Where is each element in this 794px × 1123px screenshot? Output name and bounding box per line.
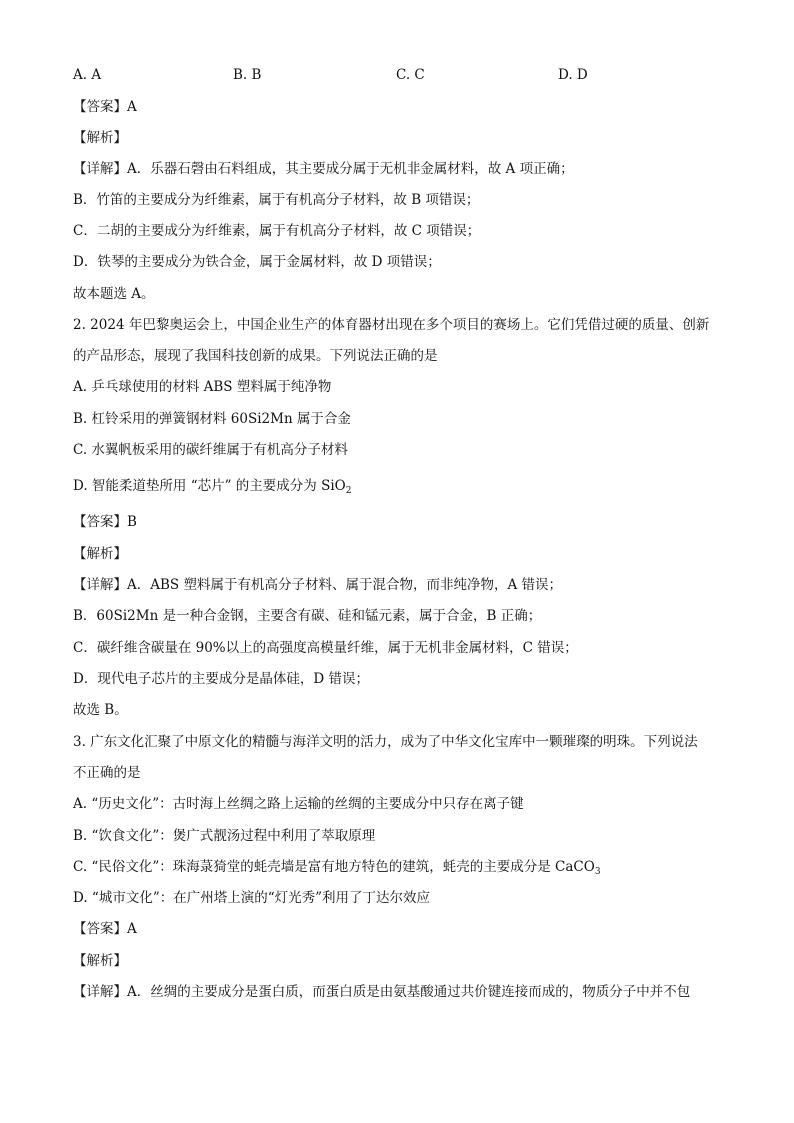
q3-option-d: D. “城市文化”：在广州塔上演的“灯光秀”利用了丁达尔效应	[73, 890, 431, 906]
q2-option-d: D. 智能柔道垫所用 “芯片” 的主要成分为 SiO$_2$	[73, 478, 352, 496]
q3-stem-line: 不正确的是	[73, 765, 141, 781]
q1-detail-line: 故本题选 A。	[73, 286, 155, 302]
q2-detail-line: 故选 B。	[73, 702, 128, 718]
q1-detail-line: 【详解】A．乐器石磬由石料组成，其主要成分属于无机非金属材料，故 A 项正确；	[73, 161, 574, 177]
q2-option-a: A. 乒乓球使用的材料 ABS 塑料属于纯净物	[73, 379, 332, 395]
q3-analysis-label: 【解析】	[73, 953, 127, 969]
q3-stem-line: 3. 广东文化汇聚了中原文化的精髓与海洋文明的活力，成为了中华文化宝库中一颗璀璨的明珠。下列说法	[73, 734, 698, 750]
q2-stem-line: 的产品形态，展现了我国科技创新的成果。下列说法正确的是	[73, 348, 438, 364]
q2-answer: 【答案】B	[73, 514, 137, 530]
q1-detail-line: D．铁琴的主要成分为铁合金，属于金属材料，故 D 项错误；	[73, 254, 441, 270]
q3-option-b: B. “饮食文化”：煲广式靓汤过程中利用了萃取原理	[73, 828, 376, 844]
q3-detail-line: 【详解】A．丝绸的主要成分是蛋白质，而蛋白质是由氨基酸通过共价键连接而成的，物质分子中并不包	[73, 984, 691, 1000]
q1-answer: 【答案】A	[73, 99, 137, 115]
q2-detail-line: D．现代电子芯片的主要成分是晶体硅，D 错误；	[73, 671, 369, 687]
q3-option-a: A. “历史文化”：古时海上丝绸之路上运输的丝绸的主要成分中只存在离子键	[73, 796, 524, 812]
q2-detail-line: C．碳纤维含碳量在 90%以上的高强度高模量纤维，属于无机非金属材料，C 错误；	[73, 640, 578, 656]
q2-option-c: C. 水翼帆板采用的碳纤维属于有机高分子材料	[73, 442, 348, 458]
q2-analysis-label: 【解析】	[73, 546, 127, 562]
q1-option-a: A. A	[73, 67, 102, 83]
q1-option-b: B. B	[233, 67, 262, 83]
q3-answer: 【答案】A	[73, 921, 137, 937]
q1-option-c: C. C	[396, 67, 425, 83]
q3-option-c: C. “民俗文化”：珠海菉猗堂的蚝壳墙是富有地方特色的建筑，蚝壳的主要成分是 CaCO$_3$	[73, 859, 601, 877]
q2-detail-line: 【详解】A．ABS 塑料属于有机高分子材料、属于混合物，而非纯净物，A 错误；	[73, 577, 562, 593]
q2-stem-line: 2. 2024 年巴黎奥运会上，中国企业生产的体育器材出现在多个项目的赛场上。它们凭借过硬的质量、创新	[73, 317, 710, 333]
q1-option-d: D. D	[558, 67, 588, 83]
q2-option-b: B. 杠铃采用的弹簧钢材料 60Si2Mn 属于合金	[73, 411, 351, 427]
q1-detail-line: C．二胡的主要成分为纤维素，属于有机高分子材料，故 C 项错误；	[73, 223, 481, 239]
q2-detail-line: B．60Si2Mn 是一种合金钢，主要含有碳、硅和锰元素，属于合金，B 正确；	[73, 608, 542, 624]
q1-detail-line: B．竹笛的主要成分为纤维素，属于有机高分子材料，故 B 项错误；	[73, 192, 480, 208]
q1-analysis-label: 【解析】	[73, 130, 127, 146]
